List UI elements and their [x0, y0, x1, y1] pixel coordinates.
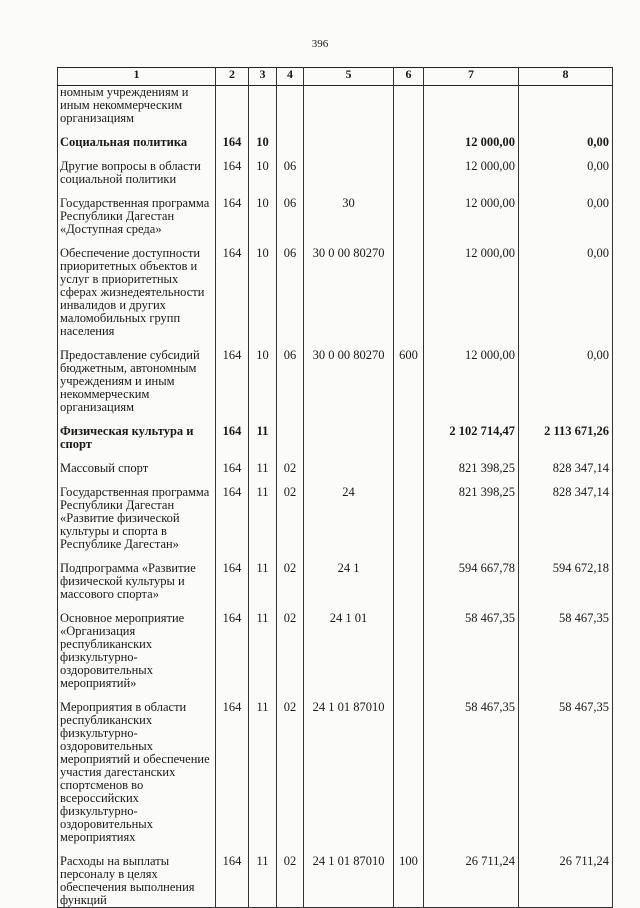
cell-col-5: 24 1 [304, 562, 394, 601]
cell-col-7: 12 000,00 [424, 136, 519, 149]
cell-col-4: 02 [277, 462, 304, 475]
cell-col-2: 164 [216, 425, 249, 451]
cell-col-8: 828 347,14 [519, 462, 613, 475]
row-name-cell: Предоставление субсидий бюджетным, автономным учреждениям и иным некоммерческим организациям [58, 349, 216, 414]
cell-col-6 [394, 462, 424, 475]
table-row [58, 425, 613, 451]
row-name-cell: Расходы на выплаты персоналу в целях обеспечения выполнения функций [58, 855, 216, 908]
cell-col-6 [394, 247, 424, 338]
cell-col-6 [394, 425, 424, 451]
cell-col-4: 06 [277, 160, 304, 186]
cell-col-7 [424, 86, 519, 126]
table-row [58, 562, 613, 601]
spacer-cell [304, 414, 394, 425]
cell-col-7: 12 000,00 [424, 349, 519, 414]
cell-col-2: 164 [216, 855, 249, 908]
table-row [58, 612, 613, 690]
cell-col-7: 12 000,00 [424, 247, 519, 338]
cell-col-3: 11 [249, 562, 277, 601]
cell-col-6 [394, 86, 424, 126]
spacer-cell [394, 601, 424, 612]
cell-col-6: 600 [394, 349, 424, 414]
cell-col-2 [216, 86, 249, 126]
table-row [58, 486, 613, 551]
cell-col-3: 10 [249, 247, 277, 338]
cell-col-7: 26 711,24 [424, 855, 519, 908]
cell-col-3: 10 [249, 160, 277, 186]
row-name-cell: Мероприятия в области республиканских физкультурно-оздоровительных мероприятий и обеспечение участия дагестанских спортсменов во всероссийских физкультурно-оздоровительных мероприятиях [58, 701, 216, 844]
cell-col-2: 164 [216, 136, 249, 149]
cell-col-8: 0,00 [519, 160, 613, 186]
cell-col-4 [277, 136, 304, 149]
cell-col-8 [519, 86, 613, 126]
column-header: 8 [519, 68, 613, 86]
cell-col-8: 828 347,14 [519, 486, 613, 551]
spacer-cell [304, 451, 394, 462]
column-header: 5 [304, 68, 394, 86]
cell-col-3 [249, 86, 277, 126]
cell-col-4: 02 [277, 562, 304, 601]
cell-col-3: 10 [249, 349, 277, 414]
cell-col-3: 10 [249, 197, 277, 236]
cell-col-4: 06 [277, 197, 304, 236]
cell-col-2: 164 [216, 462, 249, 475]
spacer-cell [394, 475, 424, 486]
spacer-cell [277, 414, 304, 425]
cell-col-5: 24 [304, 486, 394, 551]
row-name-cell: Обеспечение доступности приоритетных объектов и услуг в приоритетных сферах жизнедеятельности инвалидов и других маломобильных групп населения [58, 247, 216, 338]
row-name-cell: Государственная программа Республики Дагестан «Развитие физической культуры и спорта в Республике Дагестан» [58, 486, 216, 551]
column-header: 1 [58, 68, 216, 86]
cell-col-7: 12 000,00 [424, 160, 519, 186]
cell-col-8: 0,00 [519, 247, 613, 338]
row-name-cell: Физическая культура и спорт [58, 425, 216, 451]
column-header: 6 [394, 68, 424, 86]
cell-col-2: 164 [216, 701, 249, 844]
cell-col-6 [394, 612, 424, 690]
cell-col-5: 24 1 01 87010 [304, 701, 394, 844]
cell-col-7: 58 467,35 [424, 701, 519, 844]
column-header: 3 [249, 68, 277, 86]
spacer-cell [304, 149, 394, 160]
cell-col-6 [394, 160, 424, 186]
cell-col-3: 11 [249, 486, 277, 551]
row-name-cell: Подпрограмма «Развитие физической культуры и массового спорта» [58, 562, 216, 601]
cell-col-5 [304, 425, 394, 451]
cell-col-5 [304, 86, 394, 126]
row-name-cell: Массовый спорт [58, 462, 216, 475]
cell-col-7: 821 398,25 [424, 486, 519, 551]
cell-col-8: 0,00 [519, 349, 613, 414]
cell-col-3: 10 [249, 136, 277, 149]
cell-col-5: 30 0 00 80270 [304, 247, 394, 338]
cell-col-2: 164 [216, 247, 249, 338]
cell-col-2: 164 [216, 486, 249, 551]
cell-col-5: 24 1 01 [304, 612, 394, 690]
budget-table [57, 67, 613, 908]
cell-col-2: 164 [216, 562, 249, 601]
column-header: 2 [216, 68, 249, 86]
table-row [58, 701, 613, 844]
cell-col-4: 02 [277, 855, 304, 908]
spacer-cell [277, 125, 304, 136]
cell-col-5 [304, 160, 394, 186]
cell-col-4 [277, 425, 304, 451]
cell-col-5 [304, 462, 394, 475]
table-row [58, 136, 613, 149]
column-header: 4 [277, 68, 304, 86]
table-row [58, 197, 613, 236]
spacer-cell [394, 236, 424, 247]
cell-col-6 [394, 197, 424, 236]
cell-col-4: 06 [277, 247, 304, 338]
table-row [58, 160, 613, 186]
cell-col-6 [394, 486, 424, 551]
spacer-cell [394, 125, 424, 136]
table-row [58, 247, 613, 338]
cell-col-7: 821 398,25 [424, 462, 519, 475]
table-body [58, 86, 613, 908]
cell-col-4: 02 [277, 612, 304, 690]
cell-col-6 [394, 562, 424, 601]
cell-col-2: 164 [216, 160, 249, 186]
page-number: 396 [311, 38, 329, 50]
table-row [58, 349, 613, 414]
cell-col-8: 0,00 [519, 197, 613, 236]
cell-col-5: 30 0 00 80270 [304, 349, 394, 414]
cell-col-2: 164 [216, 612, 249, 690]
cell-col-5: 30 [304, 197, 394, 236]
row-name-cell: Основное мероприятие «Организация республиканских физкультурно-оздоровительных мероприятий» [58, 612, 216, 690]
cell-col-7: 594 667,78 [424, 562, 519, 601]
cell-col-4: 02 [277, 486, 304, 551]
spacer-cell [394, 690, 424, 701]
cell-col-3: 11 [249, 612, 277, 690]
spacer-cell [394, 149, 424, 160]
cell-col-5: 24 1 01 87010 [304, 855, 394, 908]
cell-col-4 [277, 86, 304, 126]
row-name-cell: Государственная программа Республики Дагестан «Доступная среда» [58, 197, 216, 236]
table-header-row [58, 68, 613, 86]
spacer-cell [394, 551, 424, 562]
cell-col-8: 58 467,35 [519, 701, 613, 844]
cell-col-8: 2 113 671,26 [519, 425, 613, 451]
cell-col-3: 11 [249, 855, 277, 908]
spacer-cell [394, 414, 424, 425]
cell-col-6: 100 [394, 855, 424, 908]
cell-col-7: 2 102 714,47 [424, 425, 519, 451]
spacer-cell [304, 125, 394, 136]
cell-col-6 [394, 701, 424, 844]
spacer-cell [394, 186, 424, 197]
cell-col-4: 06 [277, 349, 304, 414]
cell-col-2: 164 [216, 349, 249, 414]
row-name-cell: номным учреждениям и иным некоммерческим организациям [58, 86, 216, 126]
cell-col-2: 164 [216, 197, 249, 236]
cell-col-6 [394, 136, 424, 149]
cell-col-4: 02 [277, 701, 304, 844]
cell-col-8: 594 672,18 [519, 562, 613, 601]
table-row [58, 86, 613, 126]
row-name-cell: Другие вопросы в области социальной политики [58, 160, 216, 186]
cell-col-3: 11 [249, 462, 277, 475]
table-row [58, 855, 613, 908]
table-row [58, 462, 613, 475]
cell-col-8: 26 711,24 [519, 855, 613, 908]
cell-col-8: 58 467,35 [519, 612, 613, 690]
row-name-cell: Социальная политика [58, 136, 216, 149]
cell-col-7: 58 467,35 [424, 612, 519, 690]
cell-col-5 [304, 136, 394, 149]
spacer-cell [394, 451, 424, 462]
column-header: 7 [424, 68, 519, 86]
cell-col-7: 12 000,00 [424, 197, 519, 236]
cell-col-3: 11 [249, 425, 277, 451]
cell-col-8: 0,00 [519, 136, 613, 149]
cell-col-3: 11 [249, 701, 277, 844]
